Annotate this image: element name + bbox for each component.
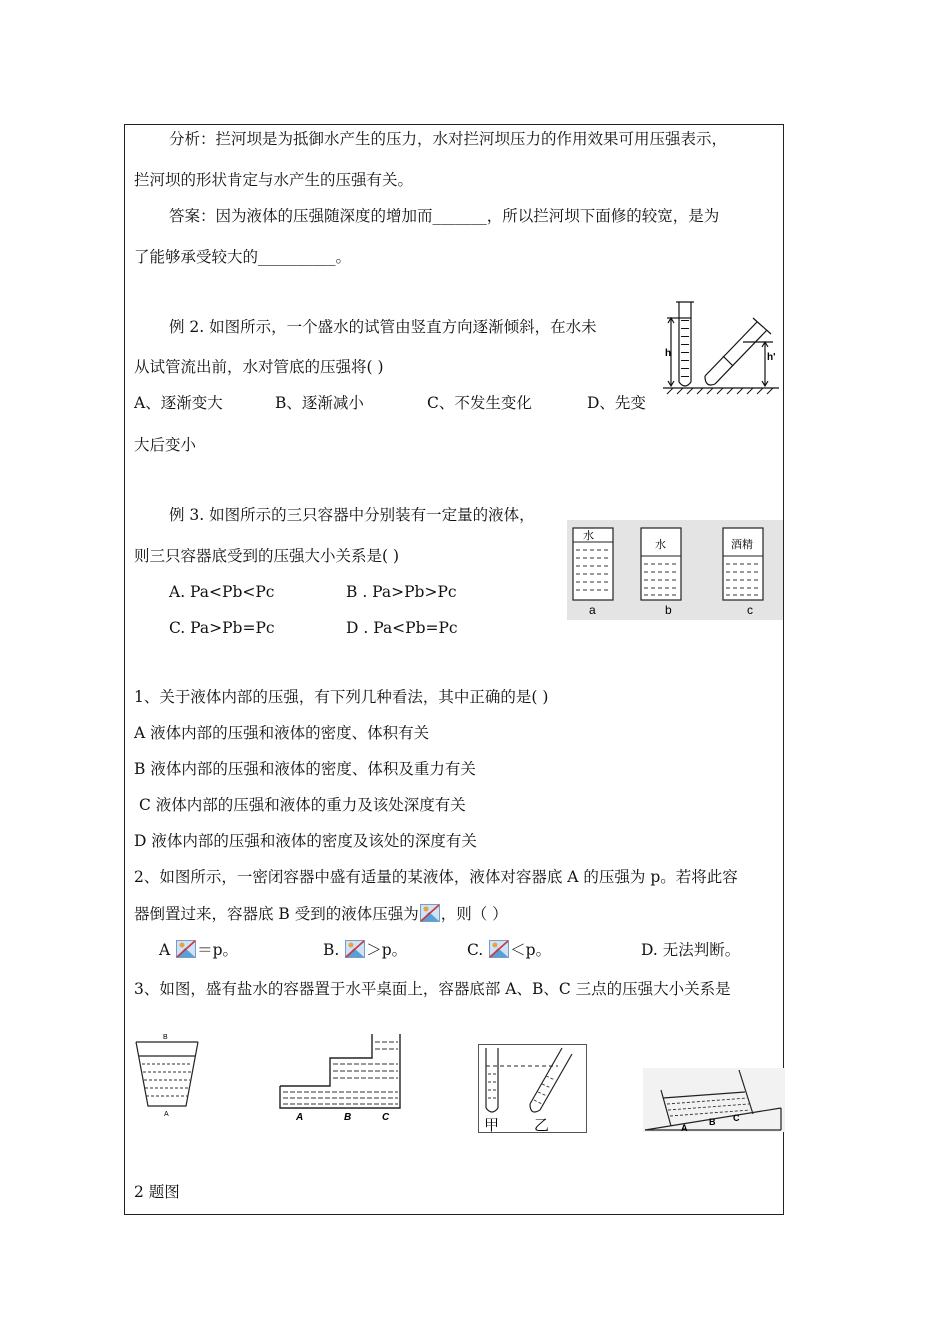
q1-stem: 1、关于液体内部的压强，有下列几种看法，其中正确的是( ) bbox=[134, 688, 549, 706]
example3-line-1: 例 3. 如图所示的三只容器中分别装有一定量的液体， bbox=[169, 506, 535, 524]
content-frame bbox=[124, 124, 784, 1215]
formula-image-icon bbox=[420, 904, 440, 922]
example3-line-2: 则三只容器底受到的压强大小关系是( ) bbox=[134, 547, 400, 565]
formula-image-icon bbox=[176, 940, 196, 958]
example2-option-b: B、逐渐减小 bbox=[275, 394, 364, 412]
three-containers-figure bbox=[567, 520, 783, 620]
q1-option-a: A 液体内部的压强和液体的密度、体积有关 bbox=[134, 724, 430, 742]
tubes-figure bbox=[478, 1044, 588, 1134]
q2-option-a bbox=[159, 939, 238, 961]
q2-stem-line-2b: ，则（ ） bbox=[440, 905, 508, 923]
q2-option-a-label: A bbox=[159, 941, 176, 959]
steps-label-b: B bbox=[344, 1112, 352, 1123]
q2-option-d: D. 无法判断。 bbox=[641, 941, 741, 959]
q1-option-b: B 液体内部的压强和液体的密度、体积及重力有关 bbox=[134, 760, 476, 778]
q1-option-d: D 液体内部的压强和液体的密度及该处的深度有关 bbox=[134, 832, 477, 850]
container-a-liquid: 水 bbox=[583, 530, 594, 542]
stepped-container-figure bbox=[278, 1034, 406, 1124]
tube-label-yi: 乙 bbox=[534, 1117, 550, 1134]
answer-line-1: 答案：因为液体的压强随深度的增加而_______，所以拦河坝下面修的较宽，是为 bbox=[169, 207, 720, 225]
example3-option-b: B . Pa>Pb>Pc bbox=[346, 583, 457, 601]
q2-option-c-text: ＜p。 bbox=[510, 941, 552, 959]
q2-option-b bbox=[323, 939, 407, 961]
example3-option-a: A. Pa<Pb<Pc bbox=[169, 583, 275, 601]
answer-line-2: 了能够承受较大的__________。 bbox=[134, 248, 352, 266]
example3-option-d: D . Pa<Pb=Pc bbox=[346, 619, 458, 637]
cup-figure bbox=[134, 1030, 204, 1120]
q3-stem: 3、如图，盛有盐水的容器置于水平桌面上，容器底部 A、B、C 三点的压强大小关系是 bbox=[134, 980, 731, 998]
label-h-prime: h' bbox=[767, 352, 776, 363]
q2-option-c-label: C. bbox=[467, 941, 489, 959]
figure-caption: 2 题图 bbox=[134, 1183, 180, 1201]
slope-label-a: A bbox=[681, 1123, 688, 1132]
test-tube-figure bbox=[655, 298, 780, 396]
q2-option-b-label: B. bbox=[323, 941, 345, 959]
example3-option-c: C. Pa>Pb=Pc bbox=[169, 619, 275, 637]
q2-option-c bbox=[467, 939, 551, 961]
formula-image-icon bbox=[489, 940, 509, 958]
example2-option-c: C、不发生变化 bbox=[427, 394, 532, 412]
cup-label-top: B bbox=[163, 1034, 168, 1041]
q2-stem-line-1: 2、如图所示，一密闭容器中盛有适量的某液体，液体对容器底 A 的压强为 p。若将此容 bbox=[134, 868, 738, 886]
analysis-line-1: 分析：拦河坝是为抵御水产生的压力，水对拦河坝压力的作用效果可用压强表示， bbox=[169, 130, 728, 148]
example2-line-1: 例 2. 如图所示，一个盛水的试管由竖直方向逐渐倾斜，在水未 bbox=[169, 318, 597, 336]
example2-option-d: D、先变 bbox=[587, 394, 646, 412]
q2-stem-line-2a: 器倒置过来，容器底 B 受到的液体压强为 bbox=[134, 905, 419, 923]
example2-option-d-cont: 大后变小 bbox=[134, 436, 197, 454]
cup-label-bottom: A bbox=[164, 1111, 169, 1118]
container-c-letter: c bbox=[747, 603, 753, 617]
example2-option-a: A、逐渐变大 bbox=[134, 394, 223, 412]
q2-option-b-text: ＞p。 bbox=[366, 941, 408, 959]
container-a-letter: a bbox=[589, 603, 596, 617]
slope-container-figure bbox=[643, 1068, 785, 1132]
slope-label-b: B bbox=[709, 1117, 716, 1127]
formula-image-icon bbox=[345, 940, 365, 958]
container-b-letter: b bbox=[665, 603, 672, 617]
example2-line-2: 从试管流出前，水对管底的压强将( ) bbox=[134, 358, 384, 376]
steps-label-a: A bbox=[296, 1112, 304, 1123]
label-h: h bbox=[665, 348, 672, 359]
analysis-line-2: 拦河坝的形状肯定与水产生的压强有关。 bbox=[134, 171, 414, 189]
tube-label-jia: 甲 bbox=[484, 1117, 500, 1134]
q2-option-a-text: ＝p。 bbox=[197, 941, 239, 959]
container-b-liquid: 水 bbox=[655, 539, 666, 551]
container-c-liquid: 酒精 bbox=[731, 539, 753, 551]
q1-option-c: C 液体内部的压强和液体的重力及该处深度有关 bbox=[139, 796, 466, 814]
slope-label-c: C bbox=[733, 1113, 740, 1123]
q2-stem-line-2 bbox=[134, 903, 508, 925]
steps-label-c: C bbox=[382, 1112, 390, 1123]
